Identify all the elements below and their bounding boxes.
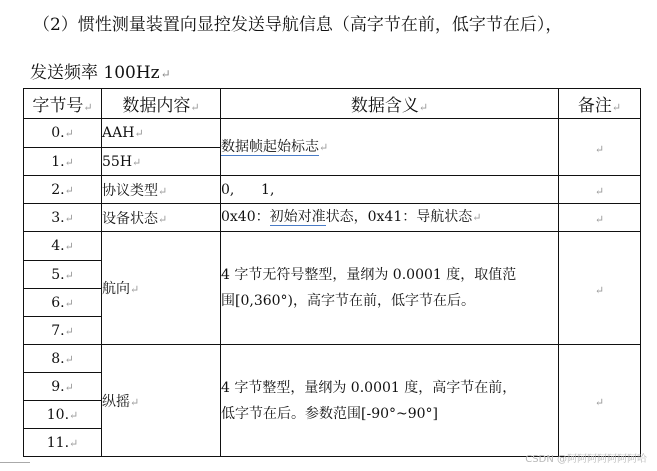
byte-cell: 1.↵ xyxy=(24,148,102,176)
byte-cell: 9.↵ xyxy=(24,373,102,401)
watermark: CSDN @阿阿阿阿阿阿阿哈 xyxy=(525,454,647,465)
page-edge-divider xyxy=(0,462,30,463)
table-header-row xyxy=(24,89,641,119)
content-cell: AAH↵ xyxy=(102,119,221,148)
intro-line-1: （2）惯性测量装置向显控发送导航信息（高字节在前，低字节在后）， xyxy=(33,15,563,35)
table-row xyxy=(24,345,641,373)
byte-cell: 11.↵ xyxy=(24,429,102,457)
note-cell: ↵ xyxy=(559,204,641,232)
table-row xyxy=(24,204,641,232)
note-cell: ↵ xyxy=(559,232,641,345)
meaning-cell: 数据帧起始标志↵ xyxy=(221,119,559,176)
header-note: 备注↵ xyxy=(559,89,641,119)
header-byte-no: 字节号↵ xyxy=(24,89,102,119)
table-row xyxy=(24,232,641,261)
content-cell: 设备状态↵ xyxy=(102,204,221,232)
table-row xyxy=(24,176,641,204)
byte-cell: 6.↵ xyxy=(24,289,102,317)
header-meaning: 数据含义↵ xyxy=(221,89,559,119)
intro-line-2: 发送频率 100Hz↵ xyxy=(30,63,171,83)
meaning-cell: 4 字节整型，量纲为 0.0001 度，高字节在前， 低字节在后。参数范围[-90°~90°] xyxy=(221,345,559,457)
content-cell: 55H↵ xyxy=(102,148,221,176)
byte-cell: 2.↵ xyxy=(24,176,102,204)
byte-cell: 8.↵ xyxy=(24,345,102,373)
content-cell: 航向↵ xyxy=(102,232,221,345)
byte-cell: 3.↵ xyxy=(24,204,102,232)
byte-cell: 4.↵ xyxy=(24,232,102,261)
protocol-table xyxy=(23,88,641,457)
byte-cell: 5.↵ xyxy=(24,261,102,289)
note-cell: ↵ xyxy=(559,119,641,176)
byte-cell: 7.↵ xyxy=(24,317,102,345)
header-content: 数据内容↵ xyxy=(102,89,221,119)
meaning-cell: 4 字节无符号整型，量纲为 0.0001 度，取值范 围[0,360°)，高字节在前，低字节在后。 xyxy=(221,232,559,345)
meaning-cell: 0x40：初始对准状态，0x41：导航状态↵ xyxy=(221,204,559,232)
note-cell: ↵ xyxy=(559,176,641,204)
paragraph-mark-icon: ↵ xyxy=(160,67,171,81)
meaning-cell: 0, 1, xyxy=(221,176,559,204)
content-cell: 纵摇↵ xyxy=(102,345,221,457)
note-cell: ↵ xyxy=(559,345,641,457)
content-cell: 协议类型↵ xyxy=(102,176,221,204)
byte-cell: 10.↵ xyxy=(24,401,102,429)
table-row xyxy=(24,119,641,148)
byte-cell: 0.↵ xyxy=(24,119,102,148)
